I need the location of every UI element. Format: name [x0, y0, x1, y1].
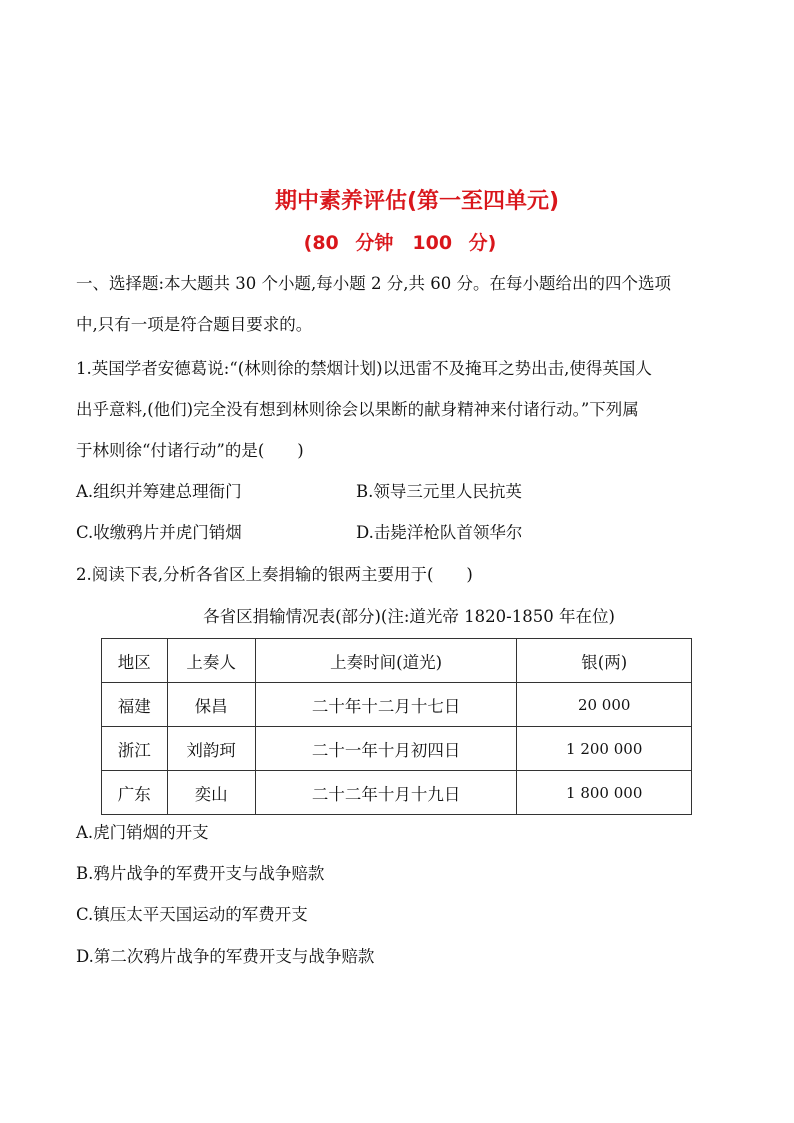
q1-option-a[interactable]: A.组织并筹建总理衙门	[76, 482, 242, 501]
section-intro-line-1: 一、选择题:本大题共 30 个小题,每小题 2 分,共 60 分。在每小题给出的四个选项	[76, 274, 672, 293]
q2-stem: 2.阅读下表,分析各省区上奏捐输的银两主要用于( )	[76, 565, 473, 584]
q1-option-c[interactable]: C.收缴鸦片并虎门销烟	[76, 523, 242, 542]
table-cell: 二十二年十月十九日	[255, 771, 517, 815]
table-cell: 刘韵珂	[167, 727, 255, 771]
table-header-cell: 上奏时间(道光)	[255, 639, 517, 683]
q1-stem-line-3: 于林则徐“付诸行动”的是( )	[76, 441, 304, 460]
table-row	[102, 683, 692, 727]
table-header-cell: 地区	[102, 639, 168, 683]
q1-stem-line-2: 出乎意料,(他们)完全没有想到林则徐会以果断的献身精神来付诸行动。”下列属	[76, 400, 639, 419]
table-header-cell: 银(两)	[517, 639, 692, 683]
q2-option-a[interactable]: A.虎门销烟的开支	[76, 823, 209, 842]
table-cell: 福建	[102, 683, 168, 727]
page-subtitle: (80 分钟 100 分)	[303, 232, 497, 254]
table-cell: 1 200 000	[517, 727, 692, 771]
q1-options-row-2	[76, 513, 724, 553]
table-cell: 20 000	[517, 683, 692, 727]
donation-table	[101, 638, 692, 815]
table-cell: 二十一年十月初四日	[255, 727, 517, 771]
q1-option-b[interactable]: B.领导三元里人民抗英	[356, 482, 522, 501]
section-intro-line-2: 中,只有一项是符合题目要求的。	[76, 315, 313, 334]
table-row	[102, 771, 692, 815]
table-cell: 二十年十二月十七日	[255, 683, 517, 727]
table-row	[102, 727, 692, 771]
table-cell: 浙江	[102, 727, 168, 771]
page-title: 期中素养评估(第一至四单元)	[274, 189, 560, 214]
table-caption: 各省区捐输情况表(部分)(注:道光帝 1820-1850 年在位)	[203, 607, 615, 626]
q1-options-row-1	[76, 472, 724, 512]
table-header-cell: 上奏人	[167, 639, 255, 683]
table-cell: 奕山	[167, 771, 255, 815]
table-cell: 保昌	[167, 683, 255, 727]
q2-option-b[interactable]: B.鸦片战争的军费开支与战争赔款	[76, 864, 325, 883]
q2-option-c[interactable]: C.镇压太平天国运动的军费开支	[76, 905, 308, 924]
q2-option-d[interactable]: D.第二次鸦片战争的军费开支与战争赔款	[76, 947, 375, 966]
table-cell: 1 800 000	[517, 771, 692, 815]
q1-stem-line-1: 1.英国学者安德葛说:“(林则徐的禁烟计划)以迅雷不及掩耳之势出击,使得英国人	[76, 359, 652, 378]
q1-option-d[interactable]: D.击毙洋枪队首领华尔	[356, 523, 523, 542]
table-header-row	[102, 639, 692, 683]
table-cell: 广东	[102, 771, 168, 815]
